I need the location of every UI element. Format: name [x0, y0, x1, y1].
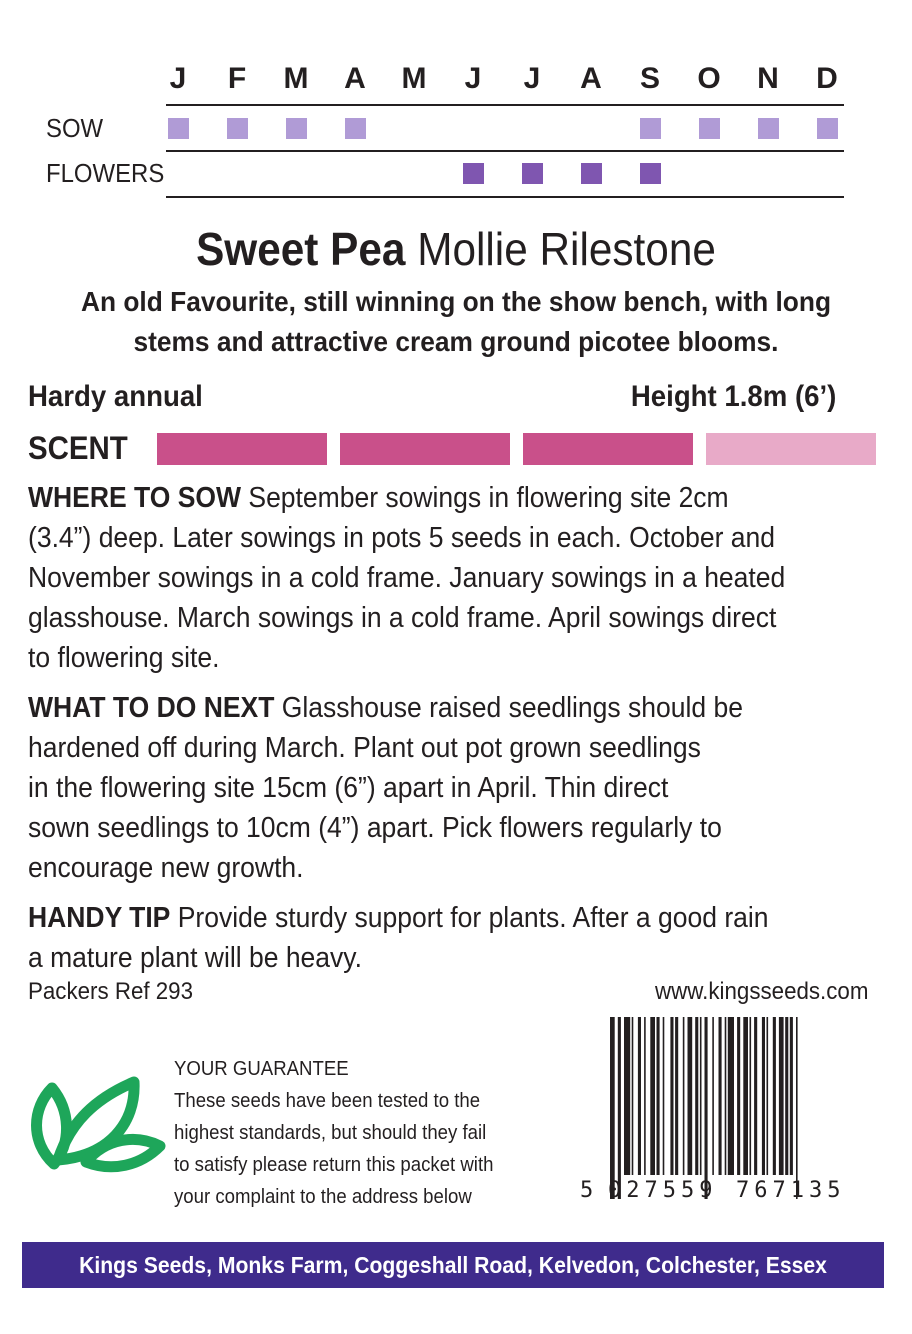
flower-marker	[522, 163, 543, 184]
sow-marker	[817, 118, 838, 139]
instruction-line: in the flowering site 15cm (6”) apart in April. Thin direct	[28, 772, 669, 804]
barcode-bar	[663, 1017, 665, 1175]
barcode-bar	[657, 1017, 660, 1175]
instruction-line: encourage new growth.	[28, 852, 304, 884]
guarantee-line: to satisfy please return this packet with	[174, 1154, 494, 1176]
sow-marker	[345, 118, 366, 139]
barcode-bar	[695, 1017, 698, 1175]
description-line: stems and attractive cream ground picotee blooms.	[133, 326, 779, 357]
guarantee-line: highest standards, but should they fail	[174, 1122, 487, 1144]
month-nov: N	[757, 62, 779, 95]
barcode-bar	[725, 1017, 727, 1175]
barcode-bar	[750, 1017, 752, 1175]
instruction-line: November sowings in a cold frame. January sowings in a heated	[28, 562, 786, 594]
barcode-bar	[624, 1017, 630, 1175]
barcode-bar	[728, 1017, 734, 1175]
month-jan: J	[169, 62, 187, 95]
what-to-do-next	[28, 688, 828, 888]
barcode-bar	[773, 1017, 776, 1175]
barcode-bar	[638, 1017, 641, 1175]
barcode-bar	[670, 1017, 673, 1175]
barcode-bar	[779, 1017, 784, 1175]
guarantee-heading: YOUR GUARANTEE	[174, 1058, 349, 1080]
barcode-bar	[737, 1017, 740, 1175]
month-jun: J	[464, 62, 482, 95]
barcode-bar	[754, 1017, 757, 1175]
barcode-bar	[796, 1017, 798, 1199]
month-sep: S	[639, 62, 660, 95]
calendar-divider	[166, 150, 844, 152]
product-name: Sweet Pea	[196, 223, 406, 275]
barcode-bar	[650, 1017, 655, 1175]
barcode-bar	[743, 1017, 748, 1175]
instruction-line: WHAT TO DO NEXT Glasshouse raised seedlings should be	[28, 692, 743, 724]
sow-marker	[699, 118, 720, 139]
website: www.kingsseeds.com	[654, 978, 868, 1005]
product-variety: Mollie Rilestone	[417, 223, 716, 275]
scent-segment	[157, 433, 327, 465]
scent-segment	[706, 433, 876, 465]
where-to-sow	[28, 478, 828, 678]
barcode-bar	[790, 1017, 793, 1175]
barcode-digits-left: 027559	[608, 1178, 718, 1203]
month-aug: A	[580, 62, 602, 95]
guarantee-text	[174, 1053, 527, 1213]
instruction-line: hardened off during March. Plant out pot grown seedlings	[28, 732, 701, 764]
instruction-line: HANDY TIP Provide sturdy support for plants. After a good rain	[28, 902, 769, 934]
barcode-bar	[632, 1017, 634, 1175]
barcode-bar	[762, 1017, 765, 1175]
description-line: An old Favourite, still winning on the show bench, with long	[80, 286, 832, 317]
flower-marker	[581, 163, 602, 184]
packers-ref: Packers Ref 293	[28, 978, 194, 1005]
address-footer	[22, 1242, 884, 1324]
where-to-sow-heading: WHERE TO SOW	[28, 482, 242, 514]
barcode-bar	[767, 1017, 769, 1175]
handy-tip-heading: HANDY TIP	[28, 902, 171, 934]
barcode-digit-prefix: 5	[580, 1178, 594, 1203]
flower-marker	[640, 163, 661, 184]
instruction-line: sown seedlings to 10cm (4”) apart. Pick flowers regularly to	[28, 812, 722, 844]
instruction-line: a mature plant will be heavy.	[28, 942, 362, 974]
flowers-row-label: FLOWERS	[46, 158, 165, 188]
instruction-line: WHERE TO SOW September sowings in flowering site 2cm	[28, 482, 729, 514]
month-mar: M	[283, 62, 309, 95]
month-feb: F	[227, 62, 247, 95]
scent-segment	[340, 433, 510, 465]
sow-marker	[168, 118, 189, 139]
guarantee-line: your complaint to the address below	[174, 1186, 472, 1208]
instruction-line: (3.4”) deep. Later sowings in pots 5 seeds in each. October and	[28, 522, 775, 554]
month-apr: A	[344, 62, 366, 95]
barcode-bar	[675, 1017, 678, 1175]
what-to-do-next-heading: WHAT TO DO NEXT	[28, 692, 275, 724]
sow-row-label: SOW	[46, 113, 104, 143]
handy-tip	[28, 898, 828, 978]
barcode-bar	[712, 1017, 714, 1175]
month-oct: O	[697, 62, 721, 95]
instruction-line: glasshouse. March sowings in a cold frame. April sowings direct	[28, 602, 777, 634]
month-jul: J	[523, 62, 541, 95]
barcode-bar	[683, 1017, 685, 1175]
sow-marker	[758, 118, 779, 139]
barcode-bar	[610, 1017, 615, 1199]
guarantee-line: These seeds have been tested to the	[174, 1090, 481, 1112]
calendar-divider	[166, 196, 844, 198]
flower-marker	[463, 163, 484, 184]
calendar-divider	[166, 104, 844, 106]
scent-segment	[523, 433, 693, 465]
sow-marker	[640, 118, 661, 139]
product-description	[56, 282, 857, 362]
barcode-bar	[618, 1017, 621, 1199]
plant-type: Hardy annual	[28, 380, 203, 413]
sow-marker	[286, 118, 307, 139]
barcode-digits-right: 767135	[736, 1178, 846, 1203]
company-address: Kings Seeds, Monks Farm, Coggeshall Road, Kelvedon, Colchester, Essex CO5 9PG	[79, 1252, 827, 1324]
barcode-bar	[719, 1017, 722, 1175]
month-dec: D	[816, 62, 838, 95]
month-may: M	[401, 62, 427, 95]
scent-label: SCENT	[28, 430, 128, 466]
barcode-bar	[700, 1017, 702, 1175]
barcode-bar	[785, 1017, 788, 1175]
barcode-bar	[644, 1017, 646, 1175]
plant-height: Height 1.8m (6’)	[630, 380, 836, 413]
leaf-logo-icon	[24, 1072, 166, 1174]
barcode-bar	[688, 1017, 693, 1175]
sow-marker	[227, 118, 248, 139]
instruction-line: to flowering site.	[28, 642, 220, 674]
barcode-bar	[705, 1017, 708, 1199]
product-title	[36, 222, 875, 276]
